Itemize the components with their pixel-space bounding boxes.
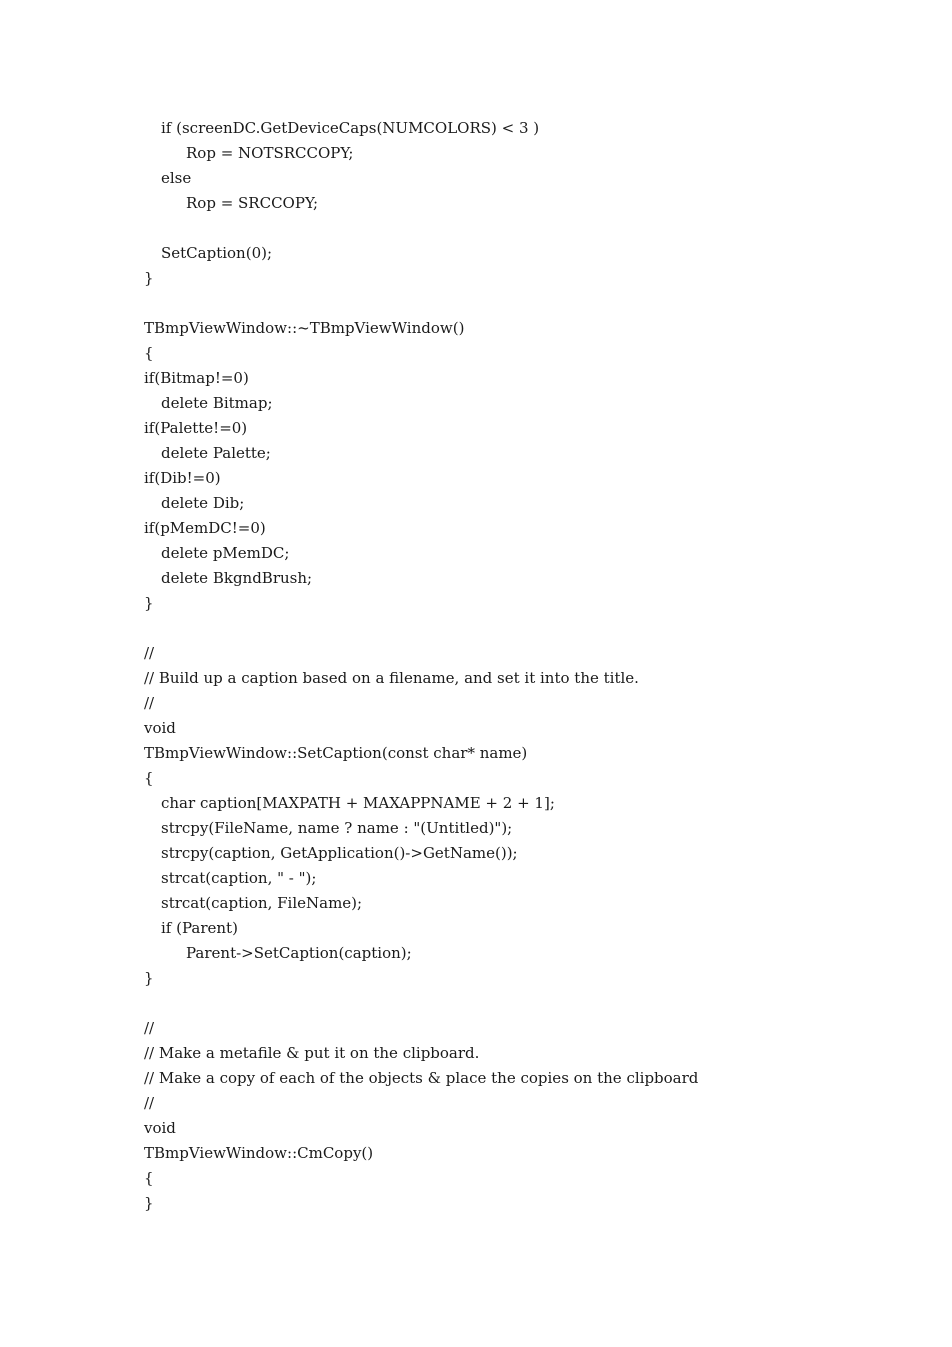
code-line: // Build up a caption based on a filename, and set it into the title. bbox=[144, 669, 639, 687]
code-listing bbox=[144, 116, 698, 1216]
code-line: if(Dib!=0) bbox=[144, 469, 221, 487]
code-line: if (Parent) bbox=[161, 919, 238, 937]
code-line: if(Palette!=0) bbox=[144, 419, 248, 437]
code-line: // bbox=[144, 644, 155, 662]
code-line: // Make a metafile & put it on the clipboard. bbox=[144, 1044, 480, 1062]
code-line: Parent->SetCaption(caption); bbox=[186, 944, 412, 962]
code-line: TBmpViewWindow::SetCaption(const char* name) bbox=[144, 744, 528, 762]
code-line: // bbox=[144, 1094, 155, 1112]
code-line: TBmpViewWindow::~TBmpViewWindow() bbox=[144, 319, 465, 337]
code-line: Rop = SRCCOPY; bbox=[186, 194, 319, 212]
code-line: void bbox=[144, 1119, 176, 1137]
code-line: if(Bitmap!=0) bbox=[144, 369, 249, 387]
code-line: void bbox=[144, 719, 176, 737]
code-line: delete pMemDC; bbox=[161, 544, 290, 562]
code-line: } bbox=[144, 969, 154, 987]
blank-line bbox=[144, 616, 698, 641]
code-line: strcat(caption, FileName); bbox=[161, 894, 363, 912]
code-line: TBmpViewWindow::CmCopy() bbox=[144, 1144, 374, 1162]
code-line: Rop = NOTSRCCOPY; bbox=[186, 144, 354, 162]
code-line: } bbox=[144, 1194, 154, 1212]
code-line: // bbox=[144, 694, 155, 712]
code-line: } bbox=[144, 269, 154, 287]
code-line: delete Palette; bbox=[161, 444, 271, 462]
code-line: if(pMemDC!=0) bbox=[144, 519, 266, 537]
code-line: char caption[MAXPATH + MAXAPPNAME + 2 + 1]; bbox=[161, 794, 555, 812]
code-line: strcpy(caption, GetApplication()->GetName()); bbox=[161, 844, 518, 862]
code-line: { bbox=[144, 1169, 154, 1187]
code-line: strcpy(FileName, name ? name : "(Untitled)"); bbox=[161, 819, 513, 837]
code-line: else bbox=[161, 169, 192, 187]
code-line: delete Dib; bbox=[161, 494, 245, 512]
code-line: { bbox=[144, 769, 154, 787]
blank-line bbox=[144, 216, 698, 241]
code-line: // Make a copy of each of the objects & place the copies on the clipboard bbox=[144, 1069, 699, 1087]
code-line: SetCaption(0); bbox=[161, 244, 273, 262]
code-line: strcat(caption, " - "); bbox=[161, 869, 317, 887]
code-line: delete Bitmap; bbox=[161, 394, 273, 412]
blank-line bbox=[144, 991, 698, 1016]
code-line: if (screenDC.GetDeviceCaps(NUMCOLORS) < 3 ) bbox=[161, 119, 540, 137]
blank-line bbox=[144, 291, 698, 316]
code-line: { bbox=[144, 344, 154, 362]
code-line: // bbox=[144, 1019, 155, 1037]
code-line: delete BkgndBrush; bbox=[161, 569, 313, 587]
code-line: } bbox=[144, 594, 154, 612]
